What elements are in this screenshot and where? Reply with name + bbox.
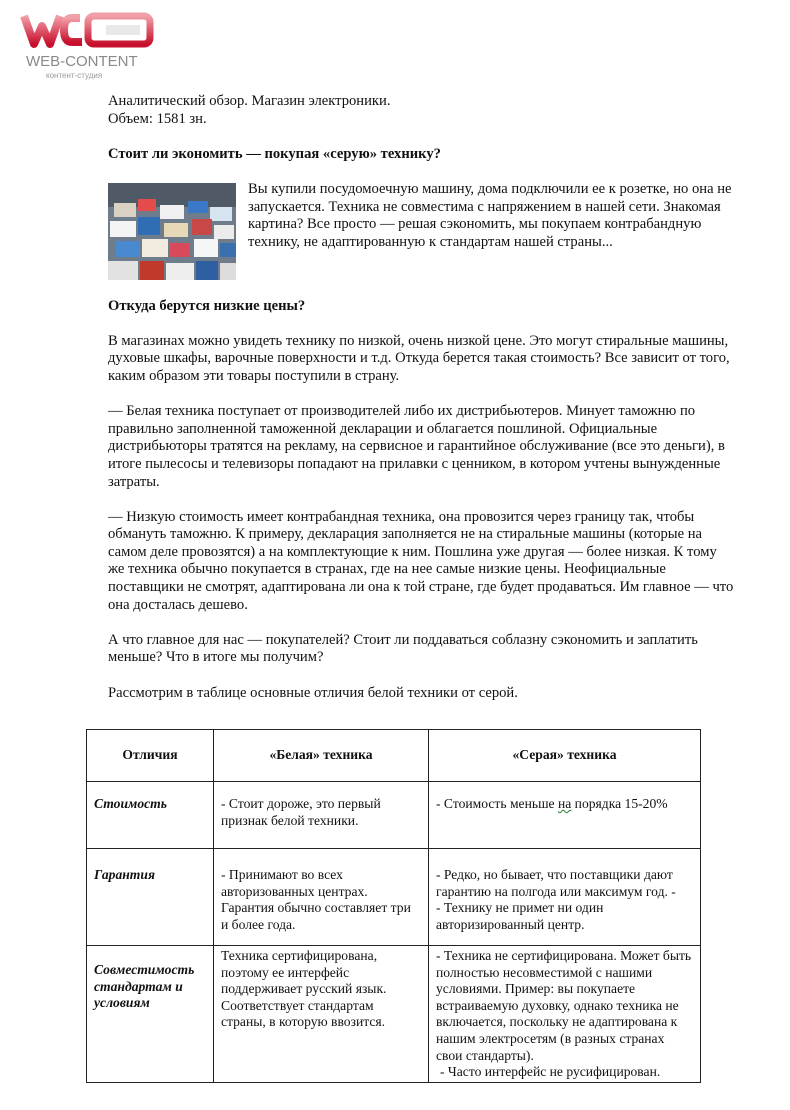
white-cell: - Принимают во всех авторизованных центрах. Гарантия обычно составляет три и более года. — [214, 849, 429, 946]
table-header: «Белая» техника — [214, 730, 429, 782]
white-cell: Техника сертифицирована, поэтому ее интерфейс поддерживает русский язык. Соответствует стандартам страны, в которую ввозится. — [214, 946, 429, 1083]
logo-name: WEB-CONTENT — [26, 53, 138, 70]
paragraph: А что главное для нас — покупателей? Стоит ли поддаваться соблазну сэкономить и заплатить меньше? Что в итоге мы получим? — [108, 631, 698, 666]
table-header-row — [87, 730, 701, 782]
logo — [6, 8, 156, 80]
table-row — [87, 849, 701, 946]
grey-text: - Редко, но бывает, что поставщики дают гарантию на полгода или максимум год. - — [436, 867, 676, 899]
intro-block — [108, 181, 736, 280]
heading-prices: Откуда берутся низкие цены? — [108, 297, 306, 314]
heading-main: Стоит ли экономить — покупая «серую» технику? — [108, 145, 441, 162]
grey-cell — [429, 946, 701, 1083]
grey-text: - Техника не сертифицирована. Может быть полностью несовместимой с нашими условиями. Пример: вы покупаете встраиваемую духовку, однако техника не включается, поскольку не адаптирована к нашим электросетям (в разных странах свои стандарты). — [436, 948, 692, 1063]
grey-text: порядка 15-20% — [571, 796, 668, 811]
paragraph: — Низкую стоимость имеет контрабандная техника, она провозится через границу так, чтобы обмануть таможню. К примеру, декларация заполняется не на стиральные машины (которые на самом деле провозятся) а на комплектующие к ним. Пошлина уже другая — более низкая. К тому же техника обычно покупается в странах, где на нее самые низкие цены. Неофициальные поставщики не смотрят, адаптирована ли она к той стране, где будет продаваться. Им главное — что она досталась дешево. — [108, 508, 734, 613]
grey-cell — [429, 849, 701, 946]
header-line-1: Аналитический обзор. Магазин электроники. — [108, 93, 391, 109]
table-row — [87, 782, 701, 849]
grey-cell — [429, 782, 701, 849]
grey-text: - Стоимость меньше — [436, 796, 558, 811]
spellcheck-word: на — [557, 796, 572, 811]
row-label: Совместимость стандартам и условиям — [87, 946, 214, 1083]
table-header: Отличия — [87, 730, 214, 782]
comparison-table — [86, 729, 701, 1083]
row-label: Стоимость — [87, 782, 214, 849]
logo-subtitle: контент-студия — [46, 71, 103, 80]
wc-logo-icon — [20, 8, 156, 52]
paragraph: В магазинах можно увидеть технику по низкой, очень низкой цене. Это могут стиральные машины, духовые шкафы, варочные поверхности и т.д. Откуда берется такая стоимость? Все зависит от того, каким образом эти товары поступили в страну. — [108, 332, 730, 384]
paragraph-table-intro: Рассмотрим в таблице основные отличия белой техники от серой. — [108, 684, 518, 701]
grey-text: - Технику не примет ни один авторизированный центр. — [436, 900, 604, 932]
intro-text: Вы купили посудомоечную машину, дома подключили ее к розетке, но она не запускается. Техника не совместима с напряжением в нашей сети. Знакомая картина? Все просто — решая сэкономить, мы покупаем контрабандную технику, не адаптированную к стандартам нашей страны... — [248, 180, 732, 250]
table-header: «Серая» техника — [429, 730, 701, 782]
table-row — [87, 946, 701, 1083]
white-cell: - Стоит дороже, это первый признак белой техники. — [214, 782, 429, 849]
header-line-2: Объем: 1581 зн. — [108, 110, 207, 127]
row-label: Гарантия — [87, 849, 214, 946]
paragraph: — Белая техника поступает от производителей либо их дистрибьютеров. Минует таможню по правильно заполненной таможенной декларации и облагается пошлиной. Официальные дистрибьюторы тратятся на рекламу, на сервисное и гарантийное обслуживание (все это деньги), в итоге пылесосы и телевизоры попадают на прилавки с ценником, в котором учтены вынужденные затраты. — [108, 403, 725, 490]
photo-appliance-boxes-icon — [108, 183, 236, 280]
document-body — [108, 93, 736, 702]
grey-text: - Часто интерфейс не русифицирован. — [440, 1064, 661, 1080]
